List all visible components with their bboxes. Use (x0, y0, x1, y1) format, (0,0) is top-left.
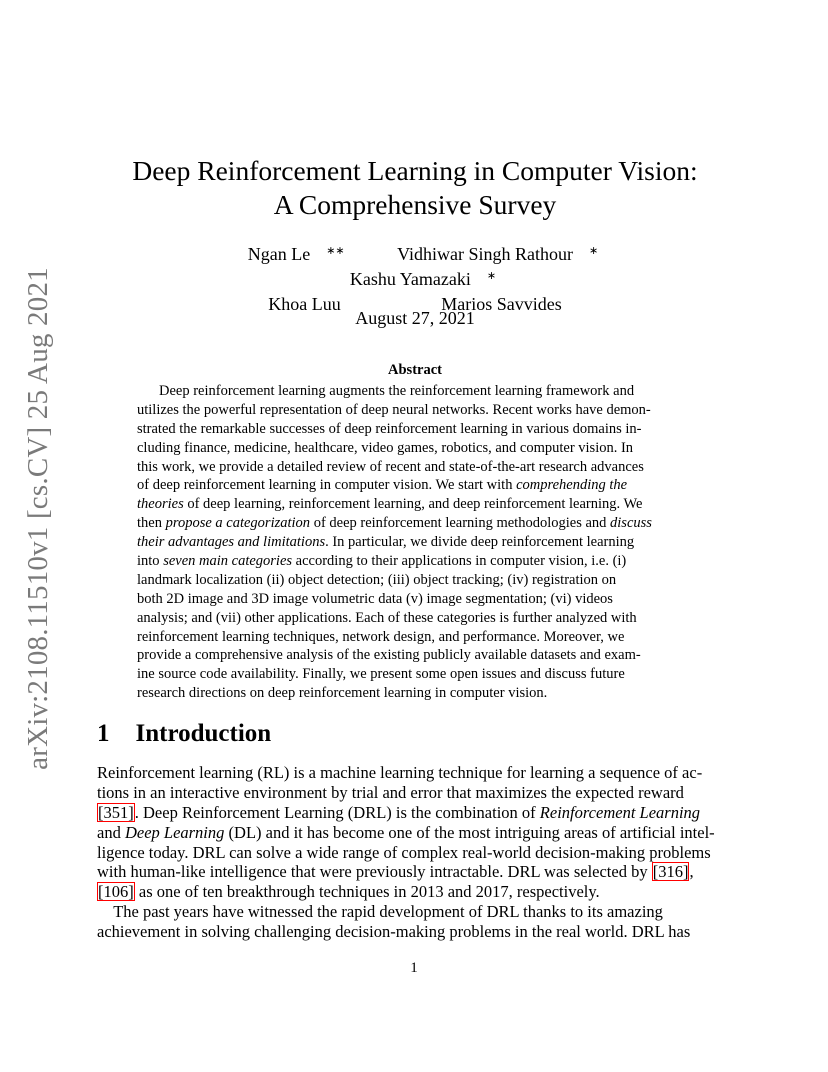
abstract-line: provide a comprehensive analysis of the existing publicly available datasets and exam- (137, 647, 641, 664)
body-line: tions in an interactive environment by trial and error that maximizes the expected reward (97, 782, 684, 802)
abstract-line: of deep reinforcement learning in computer vision. We start with comprehending the (137, 477, 628, 494)
arxiv-identifier-margin (16, 266, 60, 770)
abstract-line: landmark localization (ii) object detection; (iii) object tracking; (iv) registration on (137, 571, 617, 588)
body-line: Reinforcement learning (RL) is a machine learning technique for learning a sequence of ac- (97, 763, 703, 782)
abstract-line: analysis; and (vii) other applications. Each of these categories is further analyzed with (137, 609, 637, 626)
body-line: and Deep Learning (DL) and it has become one of the most intriguing areas of artificial intel- (97, 822, 715, 842)
section-title: Introduction (135, 720, 272, 747)
body-line: The past years have witnessed the rapid development of DRL thanks to its amazing (97, 902, 663, 922)
abstract-line: their advantages and limitations. In particular, we divide deep reinforcement learning (137, 534, 635, 551)
abstract-line: theories of deep learning, reinforcement learning, and deep reinforcement learning. We (137, 496, 643, 513)
author: Kashu Yamazaki ∗ (349, 269, 497, 289)
author: Ngan Le ∗∗ (247, 244, 345, 264)
body-line: [106] as one of ten breakthrough techniques in 2013 and 2017, respectively. (98, 882, 600, 902)
body-line: [351]. Deep Reinforcement Learning (DRL) is the combination of Reinforcement Learning (98, 802, 701, 822)
abstract-line: both 2D image and 3D image volumetric data (v) image segmentation; (vi) videos (137, 590, 613, 607)
author: Khoa Luu (268, 294, 341, 314)
page-number: 1 (410, 960, 418, 976)
body-line: achievement in solving challenging decision-making problems in the real world. DRL has (97, 922, 691, 942)
citation-link[interactable]: [351] (98, 802, 134, 822)
introduction-body (97, 763, 733, 942)
abstract-line: ine source code availability. Finally, we present some open issues and discuss future (137, 666, 625, 683)
abstract-line: utilizes the powerful representation of deep neural networks. Recent works have demon- (137, 401, 651, 418)
abstract-line: cluding finance, medicine, healthcare, video games, robotics, and computer vision. In (137, 439, 634, 456)
body-line: with human-like intelligence that were previously intractable. DRL was selected by [316], (97, 862, 694, 882)
abstract-body (137, 382, 692, 703)
abstract-line: Deep reinforcement learning augments the reinforcement learning framework and (159, 383, 635, 399)
abstract-line: this work, we provide a detailed review of recent and state-of-the-art research advances (137, 458, 644, 475)
publication-date: August 27, 2021 (355, 308, 475, 328)
citation-link[interactable]: [106] (98, 882, 134, 902)
body-line: ligence today. DRL can solve a wide range of complex real-world decision-making problems (97, 842, 711, 862)
section-number: 1 (97, 720, 110, 747)
author-row-1 (120, 242, 710, 292)
abstract-line: into seven main categories according to their applications in computer vision, i.e. (i) (137, 553, 627, 570)
section-heading (97, 720, 271, 748)
abstract-heading: Abstract (388, 362, 442, 378)
arxiv-identifier: arXiv:2108.11510v1 [cs.CV] 25 Aug 2021 (21, 266, 54, 770)
paper-title-line-1: Deep Reinforcement Learning in Computer Vision: (132, 155, 698, 186)
author: Vidhiwar Singh Rathour ∗ (397, 244, 599, 264)
abstract-line: reinforcement learning techniques, network design, and performance. Moreover, we (137, 628, 625, 645)
abstract-line: then propose a categorization of deep reinforcement learning methodologies and discuss (137, 515, 652, 532)
paper-title (110, 154, 720, 222)
paper-title-line-2: A Comprehensive Survey (273, 189, 557, 220)
citation-link[interactable]: [316] (652, 862, 689, 882)
abstract-line: research directions on deep reinforcement learning in computer vision. (137, 685, 548, 702)
author: Marios Savvides (441, 294, 562, 314)
abstract-line: strated the remarkable successes of deep reinforcement learning in various domains in- (137, 420, 642, 437)
